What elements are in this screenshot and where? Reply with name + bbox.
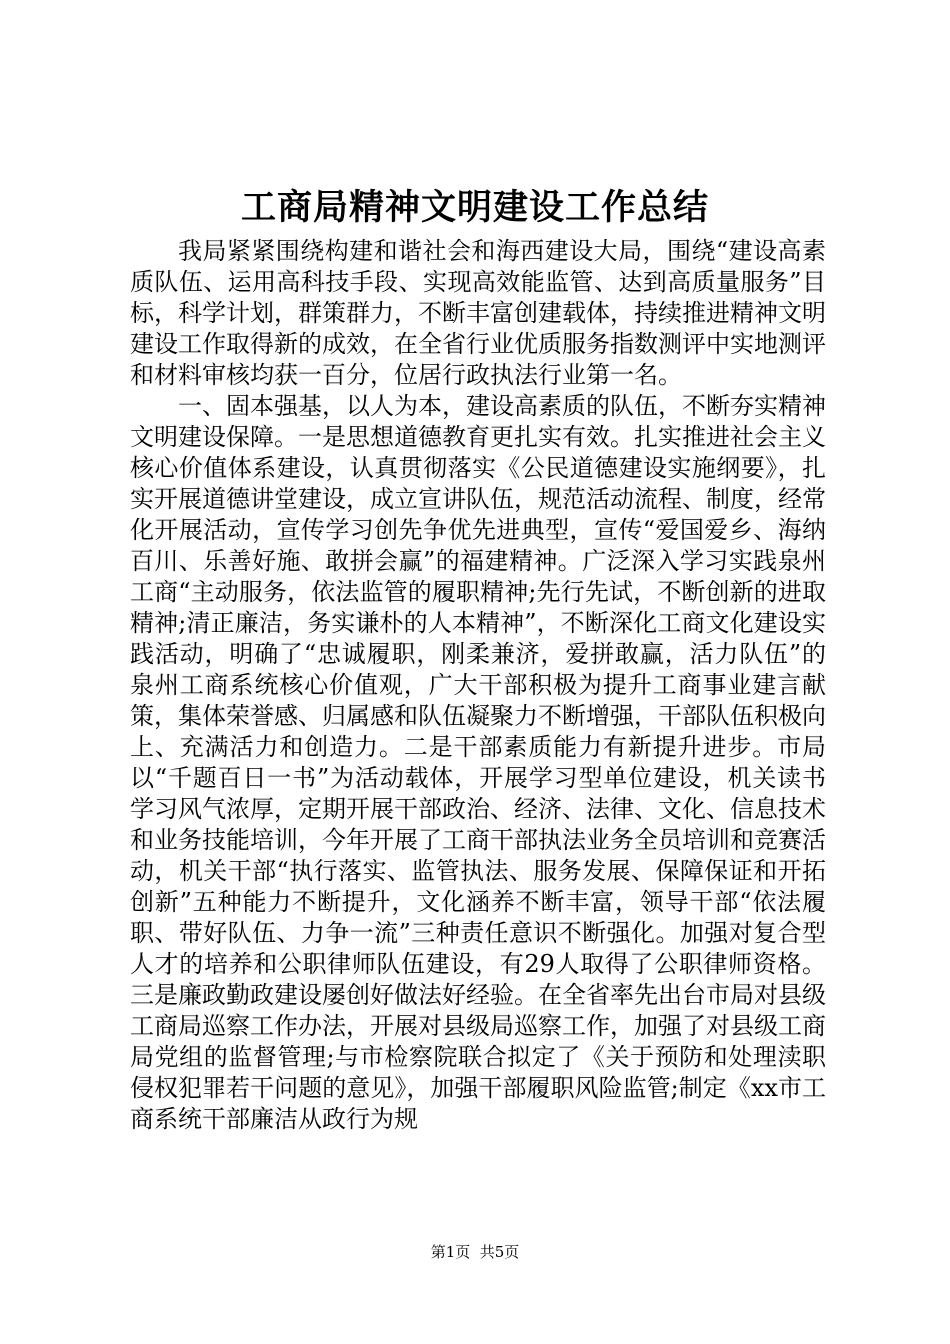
paragraph-intro: 我局紧紧围绕构建和谐社会和海西建设大局，围绕“建设高素质队伍、运用高科技手段、实现高效能监管、达到高质量服务”目标，科学计划，群策群力，不断丰富创建载体，持续推进精神文明建设工作取得新的成效，在全省行业优质服务指数测评中实地测评和材料审核均获一百分，位居行政执法行业第一名。 [130, 237, 826, 389]
document-body [130, 236, 826, 1135]
page-number: 第1页 共5页 [430, 1243, 520, 1261]
paragraph-section-one: 一、固本强基，以人为本，建设高素质的队伍，不断夯实精神文明建设保障。一是思想道德教育更扎实有效。扎实推进社会主义核心价值体系建设，认真贯彻落实《公民道德建设实施纲要》，扎实开展道德讲堂建设，成立宣讲队伍，规范活动流程、制度，经常化开展活动，宣传学习创先争优先进典型，宣传“爱国爱乡、海纳百川、乐善好施、敢拼会赢”的福建精神。广泛深入学习实践泉州工商“主动服务，依法监管的履职精神;先行先试，不断创新的进取精神;清正廉洁，务实谦朴的人本精神”，不断深化工商文化建设实践活动，明确了“忠诚履职，刚柔兼济，爱拼敢赢，活力队伍”的泉州工商系统核心价值观，广大干部积极为提升工商事业建言献策，集体荣誉感、归属感和队伍凝聚力不断增强，干部队伍积极向上、充满活力和创造力。二是干部素质能力有新提升进步。市局以“千题百日一书”为活动载体，开展学习型单位建设，机关读书学习风气浓厚，定期开展干部政治、经济、法律、文化、信息技术和业务技能培训，今年开展了工商干部执法业务全员培训和竞赛活动，机关干部“执行落实、监管执法、服务发展、保障保证和开拓创新”五种能力不断提升，文化涵养不断丰富，领导干部“依法履职、带好队伍、力争一流”三种责任意识不断强化。加强对复合型人才的培养和公职律师队伍建设，有29人取得了公职律师资格。三是廉政勤政建设屡创好做法好经验。在全省率先出台市局对县级工商局巡察工作办法，开展对县级局巡察工作，加强了对县级工商局党组的监督管理;与市检察院联合拟定了《关于预防和处理渎职侵权犯罪若干问题的意见》，加强干部履职风险监管;制定《xx市工商系统干部廉洁从政行为规 [130, 392, 826, 1133]
page-footer [0, 1242, 950, 1262]
document-title: 工商局精神文明建设工作总结 [240, 187, 709, 228]
